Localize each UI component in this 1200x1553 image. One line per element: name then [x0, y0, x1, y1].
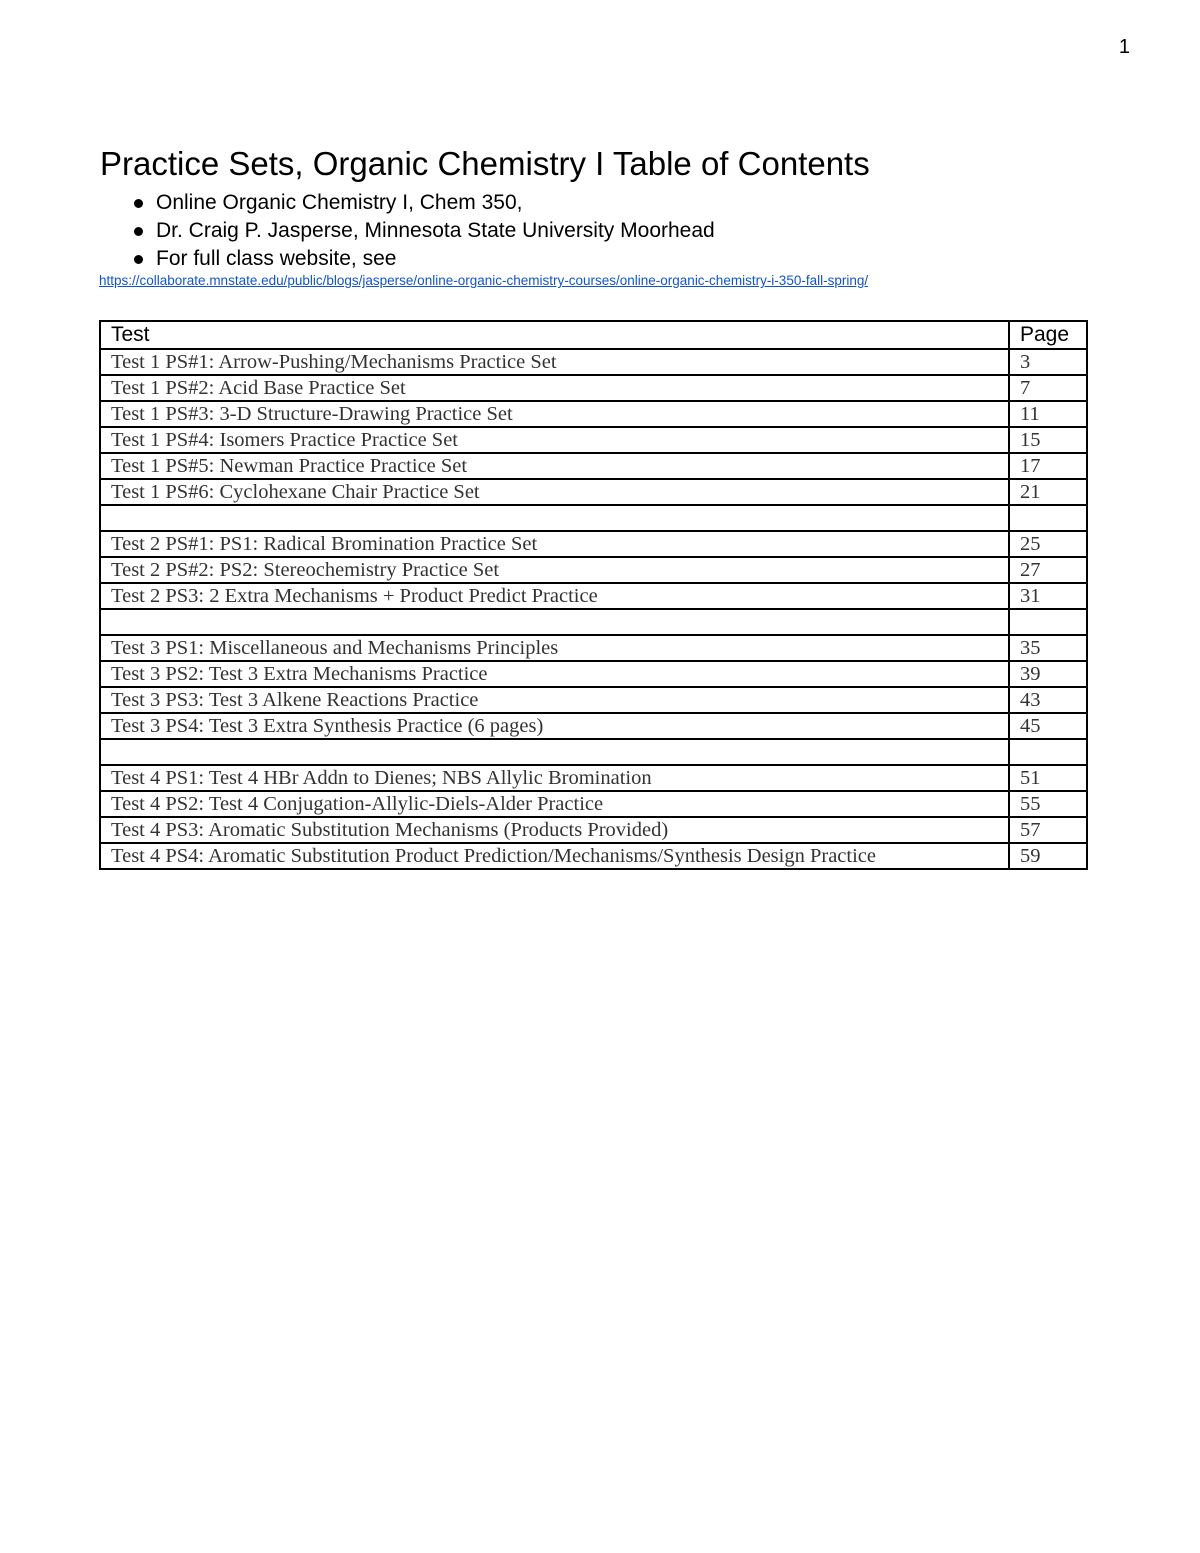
- page-cell: 57: [1009, 817, 1087, 843]
- page-cell: 3: [1009, 349, 1087, 375]
- test-cell: Test 1 PS#1: Arrow-Pushing/Mechanisms Practice Set: [100, 349, 1009, 375]
- test-cell: Test 4 PS2: Test 4 Conjugation-Allylic-Diels-Alder Practice: [100, 791, 1009, 817]
- test-cell: Test 4 PS1: Test 4 HBr Addn to Dienes; NBS Allylic Bromination: [100, 765, 1009, 791]
- class-website-link[interactable]: https://collaborate.mnstate.edu/public/blogs/jasperse/online-organic-chemistry-courses/online-organic-chemistry-i-350-fall-spring/: [99, 273, 869, 288]
- test-cell: Test 3 PS2: Test 3 Extra Mechanisms Practice: [100, 661, 1009, 687]
- info-item-website: [134, 245, 715, 273]
- table-row: [100, 583, 1087, 609]
- page-cell: 27: [1009, 557, 1087, 583]
- table-row-spacer: [100, 609, 1087, 635]
- info-list: [134, 189, 715, 273]
- test-cell: [100, 739, 1009, 765]
- table-row: [100, 635, 1087, 661]
- test-cell: Test 3 PS4: Test 3 Extra Synthesis Practice (6 pages): [100, 713, 1009, 739]
- table-row: [100, 843, 1087, 869]
- table-row: [100, 661, 1087, 687]
- page-cell: 7: [1009, 375, 1087, 401]
- test-cell: Test 3 PS3: Test 3 Alkene Reactions Practice: [100, 687, 1009, 713]
- page-cell: [1009, 609, 1087, 635]
- table-row: [100, 531, 1087, 557]
- page-cell: 21: [1009, 479, 1087, 505]
- table-row: [100, 401, 1087, 427]
- page-cell: [1009, 739, 1087, 765]
- page-cell: 39: [1009, 661, 1087, 687]
- table-row: [100, 791, 1087, 817]
- page-cell: 17: [1009, 453, 1087, 479]
- page-cell: 55: [1009, 791, 1087, 817]
- page-cell: 11: [1009, 401, 1087, 427]
- page-cell: 15: [1009, 427, 1087, 453]
- page-cell: 31: [1009, 583, 1087, 609]
- table-row: [100, 765, 1087, 791]
- test-cell: Test 1 PS#2: Acid Base Practice Set: [100, 375, 1009, 401]
- bullet-icon: [134, 227, 143, 236]
- contents-table: [99, 320, 1088, 870]
- column-header-page: Page: [1009, 321, 1087, 349]
- page-number: 1: [1118, 36, 1130, 58]
- table-row: [100, 453, 1087, 479]
- page-cell: 51: [1009, 765, 1087, 791]
- info-item-label: For full class website, see: [156, 247, 397, 270]
- table-row: [100, 427, 1087, 453]
- table-row: [100, 687, 1087, 713]
- page-cell: 45: [1009, 713, 1087, 739]
- test-cell: Test 2 PS3: 2 Extra Mechanisms + Product Predict Practice: [100, 583, 1009, 609]
- table-row: [100, 713, 1087, 739]
- test-cell: Test 4 PS3: Aromatic Substitution Mechanisms (Products Provided): [100, 817, 1009, 843]
- table-row-spacer: [100, 505, 1087, 531]
- table-row: [100, 817, 1087, 843]
- page-cell: 43: [1009, 687, 1087, 713]
- page-cell: 59: [1009, 843, 1087, 869]
- table-row: [100, 375, 1087, 401]
- test-cell: Test 2 PS#2: PS2: Stereochemistry Practice Set: [100, 557, 1009, 583]
- test-cell: Test 1 PS#6: Cyclohexane Chair Practice Set: [100, 479, 1009, 505]
- page-title: Practice Sets, Organic Chemistry I Table of Contents: [100, 145, 870, 182]
- table-row-spacer: [100, 739, 1087, 765]
- test-cell: [100, 505, 1009, 531]
- info-item-instructor: [134, 217, 715, 245]
- column-header-test: Test: [100, 321, 1009, 349]
- table-row: [100, 479, 1087, 505]
- bullet-icon: [134, 199, 143, 208]
- bullet-icon: [134, 255, 143, 264]
- page-cell: 35: [1009, 635, 1087, 661]
- test-cell: Test 1 PS#3: 3-D Structure-Drawing Practice Set: [100, 401, 1009, 427]
- table-header-row: [100, 321, 1087, 349]
- page-cell: [1009, 505, 1087, 531]
- table-row: [100, 557, 1087, 583]
- test-cell: Test 1 PS#5: Newman Practice Practice Set: [100, 453, 1009, 479]
- info-item-course: [134, 189, 715, 217]
- test-cell: Test 2 PS#1: PS1: Radical Bromination Practice Set: [100, 531, 1009, 557]
- table-row: [100, 349, 1087, 375]
- info-item-label: Online Organic Chemistry I, Chem 350,: [156, 191, 523, 214]
- test-cell: [100, 609, 1009, 635]
- test-cell: Test 3 PS1: Miscellaneous and Mechanisms Principles: [100, 635, 1009, 661]
- test-cell: Test 1 PS#4: Isomers Practice Practice Set: [100, 427, 1009, 453]
- test-cell: Test 4 PS4: Aromatic Substitution Product Prediction/Mechanisms/Synthesis Design Practice: [100, 843, 1009, 869]
- info-item-label: Dr. Craig P. Jasperse, Minnesota State University Moorhead: [156, 219, 715, 242]
- page-cell: 25: [1009, 531, 1087, 557]
